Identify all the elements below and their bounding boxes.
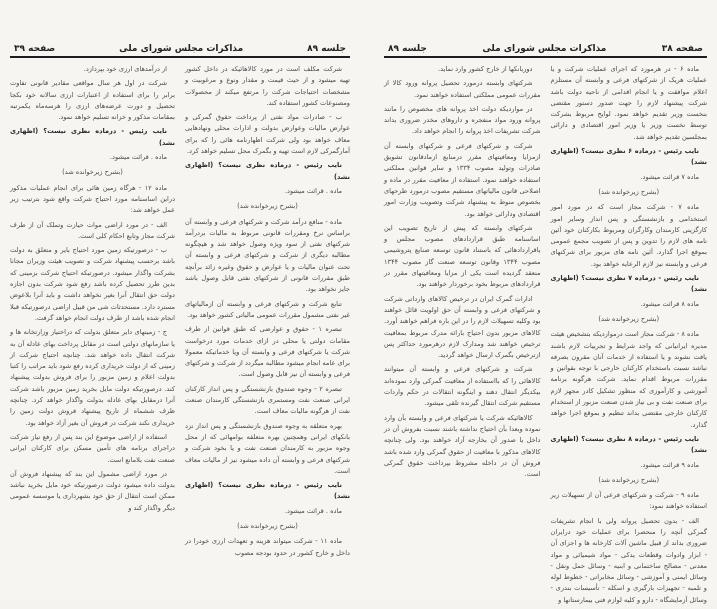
paragraph: شرکت در اول هر سال مواقعی مقادیر قانونی تفاوت برابر را برای استفاده از اعتبارات ارزی سالانه خود بکجا تحصیل و دورت عرضه‌های ارزی را هرسه‌ماه یکمرتبه بمقامات مذکور و خزانه تسلیم خواهد نمود. — [10, 79, 175, 122]
paragraph: ماده ۱۲ - هرگاه زمین هائی برای انجام عملیات مذکور دراین اساسنامه مورد احتیاج شرکت واقع شود بترتیب زیر عمل خواهد شد: — [10, 183, 175, 215]
header-rule — [10, 56, 350, 58]
paragraph: تبصره ۲ - وجوه صندوق بازنشستگی و پس انداز کارکنان ایرانی صنعت نفت ومستمری بازنشستگی کارمندان صنعت نفت از هرگونه مالیات معاف است. — [185, 384, 350, 416]
stage-direction: (بشرح زیرخوانده شد) — [598, 314, 660, 323]
paragraph: ماده ۶ - در هرمورد که اجرای عملیات شرکت و یا عملیات هریک از شرکتهای فرعی و وابسته آن مستلزم اعلام موافقت و یا انجام اقدامی از ناحیه دولت باشد شرکت پیشنهاد لازم را جهت صدور دستور مقتضی بنخست وزیر تقدیم خواهد نمود. لوایح مربوط بشرکت توسط نخست وزیر یا وزیر امور اقتصادی و دارائی بمجلسین تقدیم خواهد شد. — [550, 65, 707, 141]
paragraph: ماده ۷ قرائت میشود. — [640, 172, 699, 181]
paragraph: شرکت مکلف است در مورد کالاهائیکه در داخل کشور تهیه میشود و از حیث قیمت و مقدار ونوع و مرغوبیت و مشخصات احتیاجات شرکت را مرتفع میکند از محصولات ومصنوعات کشور استفاده کند. — [185, 65, 350, 107]
paragraph: شرکت و شرکتهای فرعی و وابسته آن میتوانند کالاهائی را که بااستفاده از معافیت گمرکی وارد نموده‌اند بیکدیگر انتقال دهند و اینگونه انتقالات در حکم واردات مستقیم شرکت انتقال گیرنده تلقی میشود. — [384, 365, 541, 408]
paragraph: تبصره ۱ - حقوق و عوارضی که طبق قوانین از طرف مقامات دولتی یا محلی در ازای خدمات مورد درخواست شرکت یا شرکتهای فرعی و وابسته آن ویا خدماتیکه معمولا برای عامه انجام میشود مطالبه میگردد از شرکت و شرکتهای فرعی و وابسته آن نیز قابل وصول است. — [185, 325, 350, 379]
page-title: مذاکرات مجلس شورای ملی — [482, 44, 607, 54]
stage-direction: (بشرح زیرخوانده شد) — [237, 202, 298, 211]
speaker-line: نایب رئیس - درماده ۷ نظری نیست؟ (اظهاری نشد) — [550, 274, 707, 294]
left-page-header — [10, 40, 350, 54]
paragraph: ماده ۹ قرائت میشود. — [640, 460, 699, 469]
paragraph: ماده . قرائت میشود. — [109, 153, 167, 162]
right-page-left-column — [384, 64, 541, 609]
left-page — [0, 0, 358, 600]
left-page-right-column — [185, 64, 350, 562]
paragraph: در مواردیکه دولت اخذ پروانه های مخصوص را مانند پروانه ورود مواد منفجره و داروهای مخدر ضروری بداند شرکت تشریفات اخذ پروانه را انجام خواهد داد. — [384, 104, 541, 136]
header-rule — [384, 56, 707, 58]
paragraph: ماده . قرائت میشود. — [284, 506, 342, 515]
paragraph: از درآمدهای ارزی خود بپردازد. — [83, 65, 167, 73]
page-number: صفحه ۳۹ — [14, 44, 56, 54]
right-page-header — [384, 40, 707, 54]
paragraph: الف - بدون تحصیل پروانه ولی با انجام تشریفات گمرکی آنچه را منحصرا برای عملیات خود درایران ضروری بداند از قبیل ماشین آلات کارخانه ها و اجزای آن - ابزار وادوات وقطعات یدکی - مواد شیمیائی و مواد معدنی - مصالح ساختمانی و ابنیه - وسائل حمل ونقل - وسائل ایمنی و آموزشی - وسائل مخابراتی - خطوط لوله و تلمبه - تجهیزات بارگیری و اسکله - تأسیسات بندری - وسائل آزمایشگاه - دارو و کلیه لوازم فنی بیمارستانها و — [550, 516, 707, 604]
left-page-columns — [10, 64, 350, 562]
paragraph: شرکتهای وابسته درمورد تحصیل پروانه ورود کالا از مقررات عمومی مملکتی استفاده خواهند نمود. — [384, 79, 541, 99]
paragraph: در مورد اراضی مشمول این بند که پیشنهاد فروش آن بدولت داده میشود دولت درصورتیکه خود مایل بخرید نباشد ممکن است انتقال از حق خود بشهرداری یا موسسه عمومی دیگر واگذار کند و — [10, 469, 175, 512]
paragraph: ماده - منافع درآمد شرکت و شرکتهای فرعی و وابسته آن براساس نرخ ومقررات قانونی مربوط به مالیات بردرآمد شرکتهای نفتی از سود ویژه وصول خواهد شد و هیچگونه مطالبه دیگری از شرکت و شرکتهای فرعی و وابسته آن تحت عنوان مالیات و یا عوارض و حقوق وغیره زائد برآنچه طبق مقررات قانونی از شرکتهای نفتی قابل وصول باشد جایز نخواهد بود. — [185, 217, 350, 294]
session-number: جلسه ۸۹ — [307, 44, 346, 54]
paragraph: بهره متعلقه به وجوه صندوق بازنشستگی و پس انداز نزد بانکهای ایرانی وهمچنین بهره متعلقه بوامهائی که از محل وجوه مزبور به کارمندان صنعت نفت و یا بخود شرکت و شرکتهای فرعی و وابسته آن داده میشود نیز از مالیات معاف است. — [185, 421, 350, 475]
paragraph: ماده ۱۱ - شرکت میتواند هزینه و تعهدات ارزی خودرا در داخل و خارج کشور در حدود بودجه مصوب — [185, 537, 350, 557]
speaker-line: نایب رئیس - درماده نظری نیست؟ (اظهاری نشد) — [10, 127, 175, 147]
session-number: جلسه ۸۹ — [388, 44, 427, 54]
paragraph: کالاهائیکه شرکت یا شرکتهای فرعی و وابسته بآن وارد نموده وبعدا بآن احتیاج نداشته باشند نسبت بفروش آن در داخل یا صدور آن بخارجه آزاد خواهند بود. ولی چنانچه کالاهای مذکور با معافیت از حقوق گمرکی وارد شده باشد فروش آن در داخله مشروط بپرداخت حقوق گمرکی است. — [384, 413, 541, 479]
speaker-line: نایب رئیس - درماده ۸ نظری نیست؟ (اظهاری نشد) — [550, 434, 707, 455]
stage-direction: (بشرح زیرخوانده شد) — [62, 168, 123, 177]
right-page-columns — [384, 64, 707, 609]
page-number: صفحه ۳۸ — [661, 44, 703, 54]
paragraph: دوربانکها از خارج کشور وارد نماید. — [438, 65, 533, 73]
paragraph: استفاده از اراضی موضوع این بند پس از رفع نیاز شرکت دراجرای برنامه های تأمین مسکن برای کارکنان ایرانی صنعت نفت بلامانع است. — [10, 432, 175, 464]
paragraph: ماده ۹ - شرکت و شرکتهای فرعی آن از تسهیلات زیر استفاده خواهند نمود: — [550, 491, 707, 511]
left-page-left-column — [10, 64, 175, 562]
right-page-right-column — [551, 64, 708, 609]
paragraph: ماده ۷ - شرکت مجاز است که در مورد امور استخدامی و بازنشستگی و پس انداز وسایر امور کارگزینی کارمندان وکارگران ومربوط بکارکنان خود آئین نامه های لازم را تدوین و پس از تصویب مجمع عمومی بموقع اجرا گذارد. آئین نامه های مزبور برای شرکتهای فرعی و وابسته نیز لازم الرعایه خواهد بود. — [550, 203, 707, 268]
paragraph: تنابع شرکت و شرکتهای فرعی و وابسته آن ازمالیاتهای غیر نفتی مشمول مقررات عمومی مالیاتی کشور خواهد بود. — [185, 299, 350, 319]
speaker-line: نایب رئیس - درماده ۶ نظری نیست؟ (اظهاری نشد) — [550, 147, 707, 167]
paragraph: ماده . قرائت میشود. — [284, 186, 342, 195]
paragraph: ماده ۸ - شرکت مجاز است درمواردیکه بتشخیص هیئت مدیره ایرانیانی که واجد شرایط و تجربیات لازم باشند یافت نشوند و یا استفاده از خدمات آنان مقرون بصرفه نباشد نسبت باستخدام کارکنان خارجی با توجه بقوانین و مقررات مربوط اقدام نماید. شرکت هرگونه برنامه آموزشی و کارآموزی که منظور تشکیل کادر مجهز لازم برای صنعت نفت و بی نیاز شدن صنعت مزبور از استخدام کارکنان خارجی مقتضی بداند تنظیم و بموقع اجرا خواهد گذارد. — [550, 330, 707, 429]
stage-direction: (بشرح زیرخوانده شد) — [598, 187, 660, 196]
paragraph: ب - درصورتیکه زمین مورد احتیاج بایر و متعلق به دولت باشد برحسب پیشنهاد شرکت و تصویب هیئت وزیران مجانا بشرکت واگذار میشود. درصورتیکه احتیاج شرکت بزمینی که بدین طرز تحصیل کرده باشد رفع شود شرکت بدون اجازه دولت حق انتقال آنرا بغیر نخواهد داشت و باید آنرا بلاعوض مسترد دارد. مستحدثات شی من قبیل اراضی درصورتیکه قبلا انجام شده باشد از طرف دولت انجام خواهد گرفت. — [10, 246, 175, 322]
page-title: مذاکرات مجلس شورای ملی — [119, 44, 244, 54]
speaker-line: نایب رئیس - درماده نظری نیست؟ (اظهاری نشد) — [185, 161, 350, 181]
speaker-line: نایب رئیس - درماده نظری نیست؟ (اظهاری نشد) — [185, 481, 350, 501]
paragraph: الف - در مورد اراضی موات حیازت وتملک آن از طرف شرکت مجاز وتابع احکام کلی است. — [10, 220, 175, 240]
stage-direction: (بشرح زیرخوانده شد) — [237, 521, 298, 530]
paragraph: ادارات گمرک ایران در ترخیص کالاهای وارداتی شرکت و شرکتهای فرعی و وابسته آن حق اولویت قائل خواهند بود وکلیه تسهیلات لازم را در این باره فراهم خواهند آورد. کالاهای مزبور بدون احتیاج بارائه مدرک مربوط بمعافیت ترخیص خواهند شد ومدارک لازم درهرمورد حداکثر پس ازترخیص بگمرک ارسال خواهد گردید. — [384, 294, 541, 360]
right-page — [358, 0, 717, 604]
paragraph: شرکتهای وابسته که پیش از تاریخ تصویب این اساسنامه طبق قراردادهای مصوب مجلس و یاقراردادهائی که باستناد قانون توسعه صنایع پتروشیمی مصوب ۱۳۴۴ وقانون توسعه صنعت گاز مصوب ۱۳۴۴ منعقد گردیده است یکی از مزایا ومعافیتهای مقرر در قراردادهای مربوط بخود برخوردار خواهند بود. — [384, 223, 541, 289]
paragraph: ج - زمینهای دایر متعلق بدولت که دراختیار وزارتخانه ها و یا سازمانهای دولتی است در مقابل پرداخت بهای عادله آن به شرکت انتقال داده خواهد شد. چنانچه احتیاج شرکت از زمینی که از دولت خریداری کرده رفع شود باید مراتب را کتبا بدولت اعلام و زمین مزبور را برای فروش بدولت پیشنهاد کند. درصورتیکه دولت مایل بخرید زمین مزبور باشد شرکت آنرا درمقابل بهای عادله بدولت واگذار خواهد کرد. چنانچه ظرف ششماه از تاریخ پیشنهاد فروش دولت زمین را خریداری نکند شرکت در فروش آن بغیر آزاد خواهد بود. — [10, 328, 175, 427]
paragraph: ب - صادرات مواد نفتی از پرداخت حقوق گمرکی و عوارض مالیات وعوارض بدولت و ادارات محلی ونهادهایی معاف خواهد بود ولی شرکت اظهارنامه هائی را که برای آمارگمرکی لازم است تهیه و بگمرک محل تسلیم خواهد کرد. — [185, 113, 350, 156]
paragraph: ماده ۸ قرائت میشود. — [640, 299, 699, 308]
stage-direction: (بشرح زیرخوانده شد) — [598, 475, 660, 484]
paragraph: شرکت و شرکتهای فرعی و شرکتهای وابسته آن ازمزایا ومعافیتهای مقرر درمنابع ازمادقانون تشویق صادرات وتولید مصوب ۱۳۳۴ و سایر قوانین مملکتی استفاده خواهند نمود. استفاده از معافیت مقرر در ماده و اصلاحی قانون مالیاتهای مستقیم مصوب درمورد طرحهای بخصوص منوط به پیشنهاد شرکت وتصویب وزارت امور اقتصادی ودارائی خواهد بود. — [384, 141, 541, 218]
